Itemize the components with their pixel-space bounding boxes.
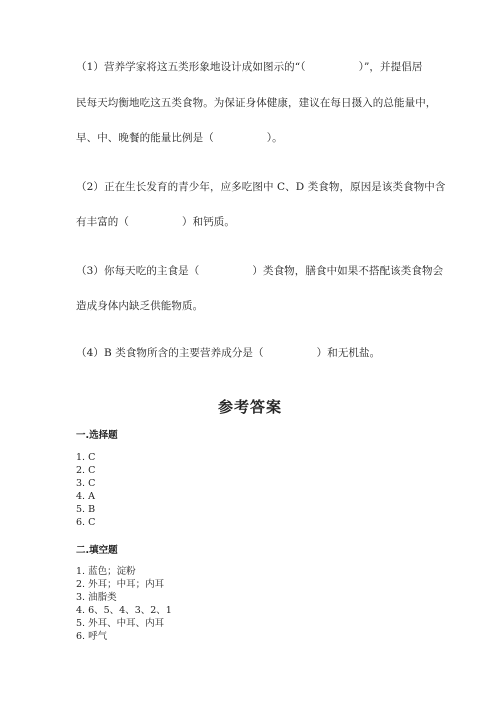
fill-blank-answer-6: 6. 呼气 (76, 631, 108, 642)
fill-blank-answer-5: 5. 外耳、中耳、内耳 (76, 618, 165, 629)
question-4-line-1: （4）B 类食物所含的主要营养成分是（ ）和无机盐。 (76, 347, 381, 359)
choice-section-heading: 一.选择题 (76, 430, 118, 441)
answer-key-title: 参考答案 (217, 398, 282, 416)
fill-blank-answer-2: 2. 外耳；中耳；内耳 (76, 579, 165, 590)
fill-blank-answer-1: 1. 蓝色；淀粉 (76, 566, 136, 577)
choice-answer-4: 4. A (76, 491, 95, 502)
fill-blank-answer-4: 4. 6、5、4、3、2、1 (76, 605, 172, 616)
question-2-line-1: （2）正在生长发育的青少年，应多吃图中 C、D 类食物，原因是该类食物中含 (76, 181, 446, 193)
choice-answer-2: 2. C (76, 465, 96, 476)
question-1-line-2: 民每天均衡地吃这五类食物。为保证身体健康，建议在每日摄入的总能量中， (76, 97, 437, 109)
fill-blank-section-heading: 二.填空题 (76, 545, 118, 556)
choice-answer-1: 1. C (76, 452, 96, 463)
question-1-line-1: （1）营养学家将这五类形象地设计成如图示的“（ ）”，并提倡居 (76, 61, 423, 73)
fill-blank-answer-3: 3. 油脂类 (76, 592, 117, 603)
choice-answer-3: 3. C (76, 478, 96, 489)
question-1-line-3: 早、中、晚餐的能量比例是（ ）。 (76, 132, 283, 144)
question-3-line-2: 造成身体内缺乏供能物质。 (76, 300, 204, 312)
choice-answer-6: 6. C (76, 517, 96, 528)
fill-blank-answer-list (76, 565, 172, 643)
choice-answer-5: 5. B (76, 504, 96, 515)
question-2-line-2: 有丰富的（ ）和钙质。 (76, 216, 235, 228)
question-3-line-1: （3）你每天吃的主食是（ ）类食物，膳食中如果不搭配该类食物会 (76, 265, 444, 277)
choice-answer-list (76, 451, 95, 529)
